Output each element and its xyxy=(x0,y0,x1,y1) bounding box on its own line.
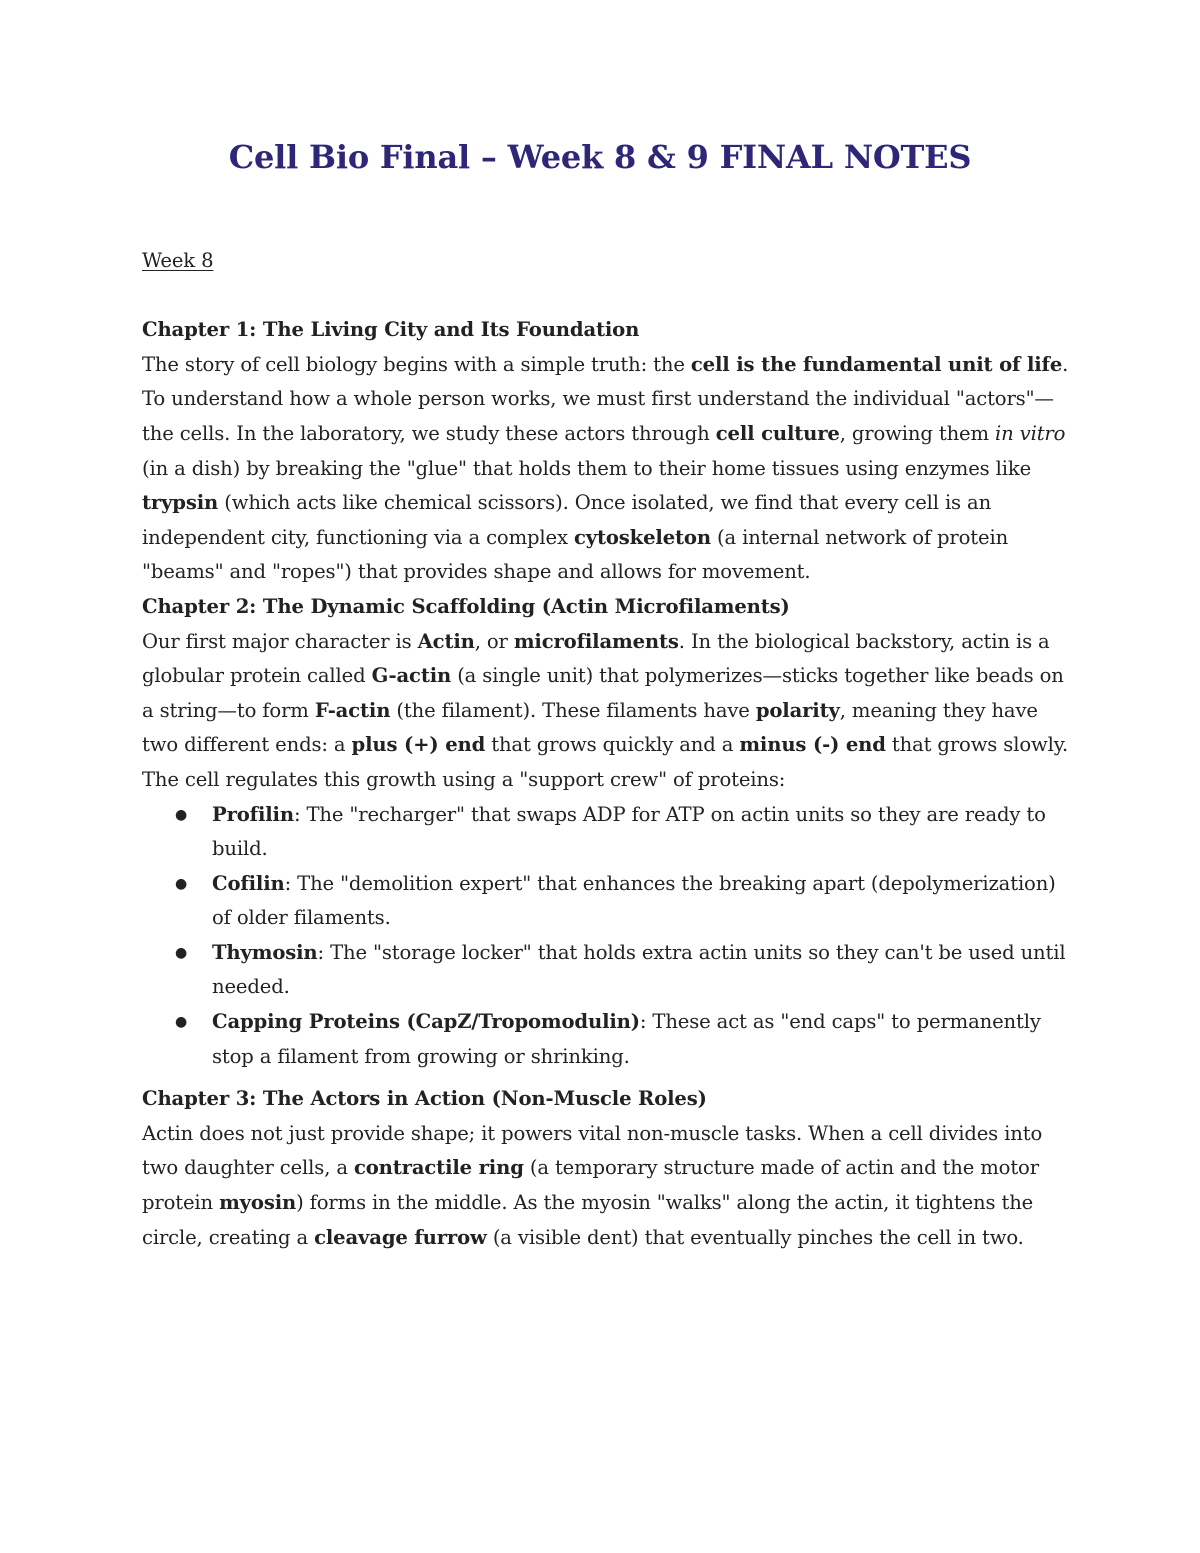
key-term: G-actin xyxy=(371,664,452,688)
chapter-3 xyxy=(142,1082,1072,1255)
list-term: Profilin xyxy=(212,802,294,826)
chapter-1-paragraph xyxy=(142,348,1072,590)
list-desc: : The "recharger" that swaps ADP for ATP on actin units so they are ready to build. xyxy=(212,802,1046,861)
list-term: Cofilin xyxy=(212,871,285,895)
text-run: (which acts like chemical scissors). Once isolated, we find that every cell is an independent city, functioning via a complex xyxy=(142,491,992,549)
chapter-1 xyxy=(142,313,1072,590)
text-run: The story of cell biology begins with a simple truth: the xyxy=(142,352,691,376)
text-run: that grows slowly. xyxy=(885,733,1069,757)
text-run: . To understand how a whole person works, we must first understand the individual "actors"—the cells. In the laboratory, we study these actors through xyxy=(142,352,1069,445)
chapter-1-heading: Chapter 1: The Living City and Its Foundation xyxy=(142,318,640,342)
key-term: cell culture xyxy=(715,421,840,445)
list-item xyxy=(175,798,1072,867)
support-crew-list xyxy=(142,798,1072,1075)
week-label: Week 8 xyxy=(142,249,214,272)
key-term: polarity xyxy=(755,698,840,722)
text-run: Our first major character is xyxy=(142,629,418,653)
text-run: , or xyxy=(474,629,514,653)
list-desc: : The "demolition expert" that enhances the breaking apart (depolymerization) of older filaments. xyxy=(212,871,1056,930)
list-item xyxy=(175,867,1072,936)
chapter-2-paragraph xyxy=(142,625,1072,763)
bullet-icon: ● xyxy=(175,944,188,961)
bullet-icon: ● xyxy=(175,875,188,892)
bullet-icon: ● xyxy=(175,1014,188,1031)
key-term: Actin xyxy=(417,629,475,653)
chapter-2-heading: Chapter 2: The Dynamic Scaffolding (Actin Microfilaments) xyxy=(142,594,790,618)
text-run: (a internal network of protein "beams" and "ropes") that provides shape and allows for movement. xyxy=(142,525,1009,584)
list-item xyxy=(175,936,1072,1005)
key-term: microfilaments xyxy=(513,629,679,653)
key-term: plus (+) end xyxy=(351,733,486,757)
list-term: Thymosin xyxy=(212,940,318,964)
italic-term: in vitro xyxy=(995,421,1066,445)
document-body xyxy=(142,244,1072,1255)
list-term: Capping Proteins (CapZ/Tropomodulin) xyxy=(212,1010,640,1034)
key-term: myosin xyxy=(219,1191,297,1215)
text-run: that grows quickly and a xyxy=(485,733,740,757)
list-item xyxy=(175,1005,1072,1074)
regulation-intro: The cell regulates this growth using a "support crew" of proteins: xyxy=(142,767,786,791)
key-term: F-actin xyxy=(314,698,391,722)
key-term: cleavage furrow xyxy=(314,1225,487,1249)
text-run: ) forms in the middle. As the myosin "walks" along the actin, it tightens the circle, creating a xyxy=(142,1191,1034,1249)
chapter-3-heading: Chapter 3: The Actors in Action (Non-Muscle Roles) xyxy=(142,1087,707,1111)
text-run: (the filament). These filaments have xyxy=(390,698,756,722)
key-term: contractile ring xyxy=(353,1156,524,1180)
key-term: minus (-) end xyxy=(739,733,886,757)
text-run: Actin does not just provide shape; it powers vital non-muscle tasks. When a cell divides into two daughter cells, a xyxy=(142,1121,1043,1180)
text-run: , growing them xyxy=(839,421,995,445)
text-run: (a visible dent) that eventually pinches the cell in two. xyxy=(486,1225,1024,1249)
list-desc: : These act as "end caps" to permanently stop a filament from growing or shrinking. xyxy=(212,1010,1041,1068)
key-term: cytoskeleton xyxy=(573,525,711,549)
bullet-icon: ● xyxy=(175,806,188,823)
key-term: cell is the fundamental unit of life xyxy=(690,352,1063,376)
chapter-3-paragraph xyxy=(142,1117,1072,1255)
text-run: (a temporary structure made of actin and the motor protein xyxy=(142,1156,1039,1215)
list-desc: : The "storage locker" that holds extra actin units so they can't be used until needed. xyxy=(212,940,1066,999)
text-run: , meaning they have two different ends: a xyxy=(142,698,1038,757)
text-run: . In the biological backstory, actin is a globular protein called xyxy=(142,629,1050,688)
document-title: Cell Bio Final – Week 8 & 9 FINAL NOTES xyxy=(228,138,972,176)
key-term: trypsin xyxy=(142,491,219,515)
text-run: (in a dish) by breaking the "glue" that holds them to their home tissues using enzymes like xyxy=(142,456,1032,480)
text-run: (a single unit) that polymerizes—sticks together like beads on a string—to form xyxy=(142,664,1064,722)
chapter-2 xyxy=(142,590,1072,1074)
